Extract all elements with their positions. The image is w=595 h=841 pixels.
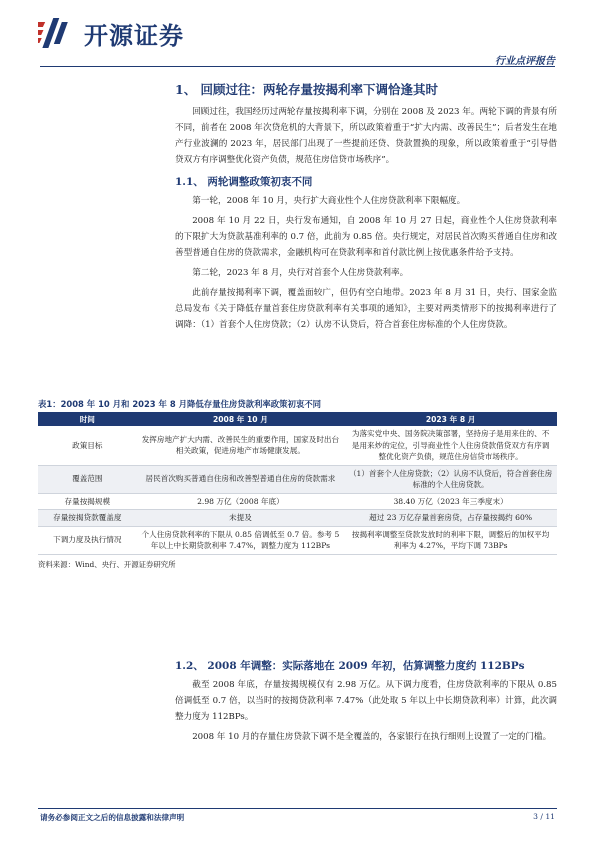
paragraph-2023-detail: 此前存量按揭利率下调，覆盖面较广，但仍有空白地带。2023 年 8 月 31 日，央行、国家金监总局发布《关于降低存量首套住房贷款利率有关事项的通知》，主要对两类情形下的按揭利率进行了调降：（1）首套个人住房贷款；（2）认房不认贷后，符合首套住房标准的个人住房贷款。 bbox=[175, 288, 557, 330]
footer-disclaimer: 请务必参阅正文之后的信息披露和法律声明 bbox=[40, 813, 185, 822]
main-content bbox=[175, 80, 557, 337]
paragraph-round-one: 第一轮，2008 年 10 月，央行扩大商业性个人住房贷款利率下限幅度。 bbox=[192, 196, 466, 206]
table-source-note: 资料来源：Wind、央行、开源证券研究所 bbox=[38, 559, 176, 569]
brand-logo bbox=[38, 16, 184, 50]
table-header-cell: 时间 bbox=[38, 412, 137, 426]
table-cell: 超过 23 万亿存量首套房贷，占存量按揭约 60% bbox=[344, 510, 557, 527]
policy-comparison-table-block bbox=[38, 398, 557, 570]
table-cell: 覆盖范围 bbox=[38, 465, 137, 493]
table-row bbox=[38, 426, 557, 465]
table-title: 表1：2008 年 10 月和 2023 年 8 月降低存量住房贷款利率政策初衷不同 bbox=[38, 399, 321, 409]
paragraph-round-two: 第二轮，2023 年 8 月，央行对首套个人住房贷款利率。 bbox=[192, 268, 409, 278]
table-cell: 居民首次购买普通自住房和改善型普通自住房的贷款需求 bbox=[137, 465, 345, 493]
logo-text: 开源证券 bbox=[84, 21, 184, 50]
table-cell: 38.40 万亿（2023 年三季度末） bbox=[344, 493, 557, 510]
table-header-cell: 2008 年 10 月 bbox=[137, 412, 345, 426]
table-cell: 未提及 bbox=[137, 510, 345, 527]
section-1-2-title: 1.2、 2008 年调整：实际落地在 2009 年初，估算调整力度约 112BPs bbox=[175, 660, 525, 672]
table-header-cell: 2023 年 8 月 bbox=[344, 412, 557, 426]
table-row bbox=[38, 510, 557, 527]
table-header-row bbox=[38, 412, 557, 426]
section-1-paragraph: 回顾过往，我国经历过两轮存量按揭利率下调，分别在 2008 及 2023 年。两轮下调的背景有所不同，前者在 2008 年次贷危机的大背景下，所以政策着重于“扩大内需、改善民生”；后者发生在地产行业波澜的 2023 年，居民部门出现了一些提前还贷、贷款置换的现象，所以政策着重于“引导借贷双方有序调整优化资产负债，规范住房信贷市场秩序”。 bbox=[175, 107, 557, 165]
section-1-1-title: 1.1、 两轮调整政策初衷不同 bbox=[175, 176, 313, 188]
logo-mark-icon bbox=[38, 16, 78, 50]
header-divider bbox=[40, 66, 555, 67]
paragraph-2008-scale: 截至 2008 年底，存量按揭规模仅有 2.98 万亿。从下调力度看，住房贷款利率的下限从 0.85 倍调低至 0.7 倍，以当时的按揭贷款利率 7.47%（此处取 5 年以上中长期贷款利率）计算，此次调整力度为 112BPs。 bbox=[175, 680, 557, 722]
policy-comparison-table bbox=[38, 412, 557, 555]
report-type-label: 行业点评报告 bbox=[495, 56, 555, 67]
table-cell: （1）首套个人住房贷款；（2）认房不认贷后，符合首套住房标准的个人住房贷款。 bbox=[344, 465, 557, 493]
footer-divider bbox=[38, 808, 557, 809]
table-row bbox=[38, 493, 557, 510]
table-row bbox=[38, 465, 557, 493]
table-cell: 存量按揭贷款覆盖度 bbox=[38, 510, 137, 527]
table-row bbox=[38, 526, 557, 554]
table-cell: 个人住房贷款利率的下限从 0.85 倍调低至 0.7 倍。参考 5 年以上中长期贷款利率 7.47%，调整力度为 112BPs bbox=[137, 526, 345, 554]
table-cell: 存量按揭规模 bbox=[38, 493, 137, 510]
table-cell: 按揭利率调整至贷款发放时的利率下限，调整后的加权平均利率为 4.27%，平均下调 73BPs bbox=[344, 526, 557, 554]
table-cell: 为落实党中央、国务院决策部署，坚持房子是用来住的、不是用来炒的定位，引导商业性个人住房贷款借贷双方有序调整优化资产负债，规范住房信贷市场秩序。 bbox=[344, 426, 557, 465]
paragraph-2008-detail: 2008 年 10 月 22 日，央行发布通知，自 2008 年 10 月 27 日起，商业性个人住房贷款利率的下限扩大为贷款基准利率的 0.7 倍，此前为 0.85 倍。央行规定，对居民首次购买普通自住房和改善型普通自住房的贷款需求，金融机构可在贷款利率和首付款比例上按优惠条件给予支持。 bbox=[175, 216, 557, 258]
table-cell: 政策目标 bbox=[38, 426, 137, 465]
page-number: 3 / 11 bbox=[533, 812, 555, 821]
section-1-2-block bbox=[175, 652, 557, 749]
section-1-title: 1、 回顾过往：两轮存量按揭利率下调恰逢其时 bbox=[175, 82, 439, 97]
paragraph-2008-threshold: 2008 年 10 月的存量住房贷款下调不是全覆盖的，各家银行在执行细则上设置了一定的门槛。 bbox=[192, 732, 552, 742]
table-cell: 发挥房地产扩大内需、改善民生的重要作用，国家及时出台相关政策，促进房地产市场健康发展。 bbox=[137, 426, 345, 465]
table-cell: 下调力度及执行情况 bbox=[38, 526, 137, 554]
table-cell: 2.98 万亿（2008 年底） bbox=[137, 493, 345, 510]
